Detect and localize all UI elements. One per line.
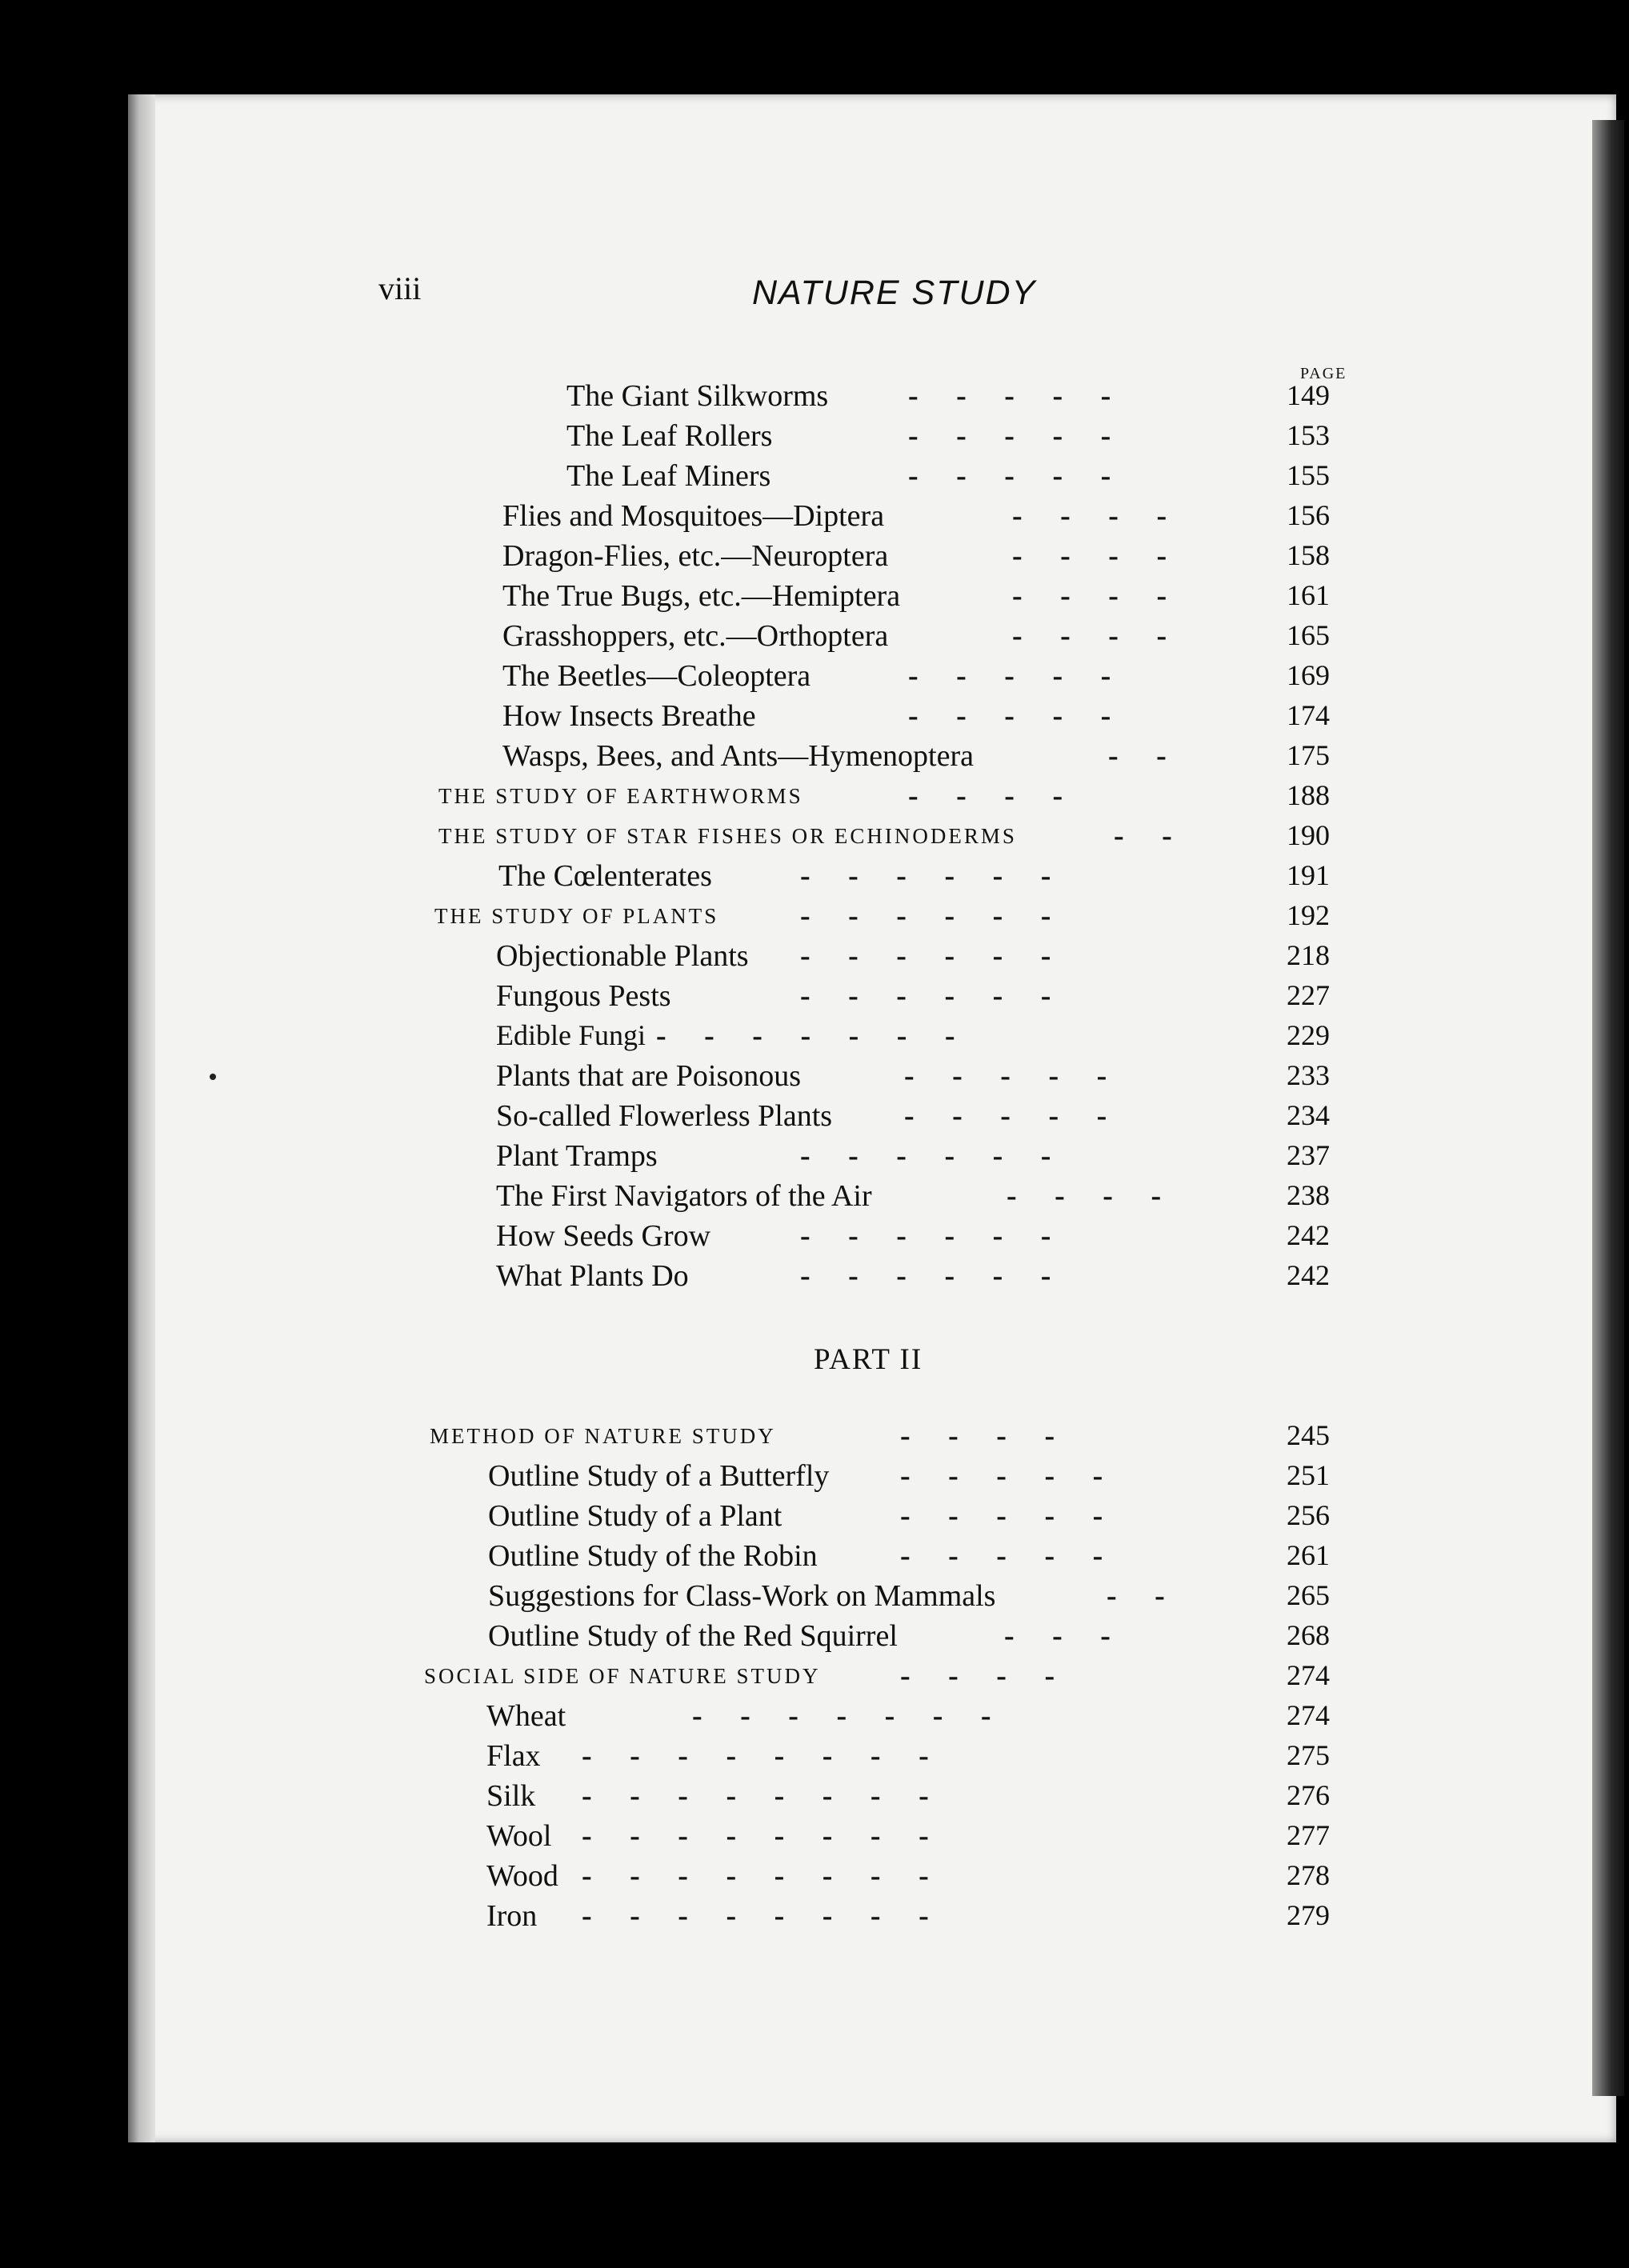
toc-entry-title: The True Bugs, etc.—Hemiptera bbox=[502, 579, 901, 613]
toc-entry-page-number: 238 bbox=[1287, 1179, 1330, 1211]
toc-entry-page-number: 245 bbox=[1287, 1419, 1330, 1451]
toc-entry-title: Flies and Mosquitoes—Diptera bbox=[502, 499, 885, 533]
toc-entry bbox=[0, 978, 1488, 1018]
toc-entry-page-number: 276 bbox=[1287, 1779, 1330, 1811]
toc-entry bbox=[0, 1458, 1488, 1498]
toc-entry bbox=[0, 1538, 1488, 1578]
toc-entry-page-number: 234 bbox=[1287, 1099, 1330, 1131]
toc-entry-leaders: - - - - - - bbox=[800, 979, 1051, 1013]
toc-entry-leaders: - - - - bbox=[908, 779, 1063, 813]
toc-entry bbox=[0, 738, 1488, 778]
toc-entry-title: What Plants Do bbox=[496, 1259, 689, 1293]
toc-entry-title: Plant Tramps bbox=[496, 1139, 658, 1173]
toc-entry-page-number: 174 bbox=[1287, 699, 1330, 731]
toc-entry-page-number: 158 bbox=[1287, 539, 1330, 571]
toc-entry bbox=[0, 498, 1488, 538]
toc-entry-page-number: 165 bbox=[1287, 619, 1330, 651]
toc-entry bbox=[0, 858, 1488, 898]
toc-entry-leaders: - - - - - bbox=[908, 459, 1111, 493]
toc-entry-title: The Leaf Miners bbox=[566, 459, 771, 493]
toc-entry bbox=[0, 1498, 1488, 1538]
toc-entry-title: Outline Study of the Red Squirrel bbox=[488, 1619, 898, 1653]
toc-entry-leaders: - - - - - - - - bbox=[582, 1899, 929, 1933]
toc-entry-title: Outline Study of a Plant bbox=[488, 1499, 782, 1533]
toc-entry bbox=[0, 1418, 1488, 1458]
toc-entry-title: The First Navigators of the Air bbox=[496, 1179, 872, 1213]
toc-entry-title: Iron bbox=[486, 1899, 538, 1933]
toc-entry-leaders: - - - - - bbox=[900, 1459, 1103, 1493]
toc-entry-leaders: - - - - - - - - bbox=[582, 1739, 929, 1773]
toc-entry bbox=[0, 458, 1488, 498]
toc-entry-title: How Seeds Grow bbox=[496, 1219, 711, 1253]
toc-entry-leaders: - - - - bbox=[900, 1659, 1055, 1693]
toc-entry bbox=[0, 1138, 1488, 1178]
toc-entry bbox=[0, 1658, 1488, 1698]
toc-entry-page-number: 229 bbox=[1287, 1019, 1330, 1051]
toc-entry-page-number: 218 bbox=[1287, 939, 1330, 971]
toc-entry-page-number: 155 bbox=[1287, 459, 1330, 491]
toc-entry bbox=[0, 1058, 1488, 1098]
toc-entry-title: Silk bbox=[486, 1779, 536, 1813]
toc-entry bbox=[0, 1898, 1488, 1938]
toc-entry-page-number: 277 bbox=[1287, 1819, 1330, 1851]
toc-entry-title: Outline Study of a Butterfly bbox=[488, 1459, 830, 1493]
toc-entry-page-number: 261 bbox=[1287, 1539, 1330, 1571]
toc-entry-leaders: - - - - - - - - bbox=[582, 1859, 929, 1893]
toc-entry-page-number: 256 bbox=[1287, 1499, 1330, 1531]
toc-entry-leaders: - - - - bbox=[1012, 539, 1167, 573]
toc-entry-leaders: - - - - - bbox=[904, 1059, 1107, 1093]
scan-speck bbox=[210, 1074, 216, 1080]
toc-entry-leaders: - - - - - bbox=[908, 659, 1111, 693]
toc-entry-leaders: - - - - - bbox=[904, 1099, 1107, 1133]
toc-entry-page-number: 169 bbox=[1287, 659, 1330, 691]
toc-entry-page-number: 274 bbox=[1287, 1699, 1330, 1731]
toc-entry-page-number: 251 bbox=[1287, 1459, 1330, 1491]
toc-entry bbox=[0, 1178, 1488, 1218]
toc-entry-page-number: 268 bbox=[1287, 1619, 1330, 1651]
toc-entry-page-number: 156 bbox=[1287, 499, 1330, 531]
toc-entry bbox=[0, 1578, 1488, 1618]
toc-entry bbox=[0, 1098, 1488, 1138]
toc-entry-title: How Insects Breathe bbox=[502, 699, 756, 733]
toc-entry bbox=[0, 1738, 1488, 1778]
toc-entry-title: Plants that are Poisonous bbox=[496, 1059, 802, 1093]
toc-entry-leaders: - - - - bbox=[1012, 499, 1167, 533]
page-column-label: PAGE bbox=[1300, 365, 1347, 382]
toc-entry bbox=[0, 898, 1488, 938]
toc-entry-page-number: 161 bbox=[1287, 579, 1330, 611]
toc-entry-title: Flax bbox=[486, 1739, 541, 1773]
toc-entry bbox=[0, 938, 1488, 978]
toc-entry-title: THE STUDY OF STAR FISHES OR ECHINODERMS bbox=[438, 824, 1017, 848]
toc-entry-leaders: - - - - - bbox=[908, 379, 1111, 413]
toc-entry-leaders: - - - - - - bbox=[800, 1219, 1051, 1253]
toc-entry-page-number: 188 bbox=[1287, 779, 1330, 811]
toc-entry-page-number: 275 bbox=[1287, 1739, 1330, 1771]
toc-entry-title: The Cœlenterates bbox=[498, 859, 712, 893]
toc-entry-leaders: - - - - - - bbox=[800, 939, 1051, 973]
toc-entry bbox=[0, 1818, 1488, 1858]
toc-entry-leaders: - - - - bbox=[1007, 1179, 1162, 1213]
toc-entry-page-number: 278 bbox=[1287, 1859, 1330, 1891]
toc-entry-page-number: 242 bbox=[1287, 1219, 1330, 1251]
toc-entry-title: The Giant Silkworms bbox=[566, 379, 829, 413]
toc-entry-leaders: - - - - - bbox=[900, 1539, 1103, 1573]
toc-entry bbox=[0, 1698, 1488, 1738]
toc-entry-leaders: - - - - - - - - bbox=[582, 1819, 929, 1853]
book-cover-edge bbox=[1592, 120, 1624, 2096]
page-number-roman: viii bbox=[378, 270, 422, 306]
toc-entry-title: Wood bbox=[486, 1859, 558, 1893]
toc-entry-leaders: - - - - - - - bbox=[656, 1019, 955, 1053]
toc-entry-page-number: 191 bbox=[1287, 859, 1330, 891]
toc-entry-leaders: - - bbox=[1108, 739, 1167, 773]
toc-entry-leaders: - - - - bbox=[1012, 579, 1167, 613]
toc-entry-title: Outline Study of the Robin bbox=[488, 1539, 818, 1573]
toc-entry-leaders: - - bbox=[1107, 1579, 1165, 1613]
toc-entry bbox=[0, 618, 1488, 658]
toc-entry-title: So-called Flowerless Plants bbox=[496, 1099, 833, 1133]
toc-entry bbox=[0, 818, 1488, 858]
toc-entry-title: Wheat bbox=[486, 1699, 566, 1733]
toc-entry-leaders: - - - - - - bbox=[800, 1259, 1051, 1293]
toc-entry-title: Suggestions for Class-Work on Mammals bbox=[488, 1579, 996, 1613]
toc-entry-leaders: - - - - - - bbox=[800, 899, 1051, 933]
toc-entry-title: Grasshoppers, etc.—Orthoptera bbox=[502, 619, 889, 653]
toc-entry bbox=[0, 1858, 1488, 1898]
toc-entry-leaders: - - bbox=[1114, 819, 1172, 853]
toc-entry bbox=[0, 698, 1488, 738]
toc-entry-title: The Leaf Rollers bbox=[566, 419, 773, 453]
toc-entry-title: The Beetles—Coleoptera bbox=[502, 659, 811, 693]
toc-entry-leaders: - - - - - bbox=[900, 1499, 1103, 1533]
toc-entry-title: Wool bbox=[486, 1819, 552, 1853]
toc-entry bbox=[0, 1778, 1488, 1818]
toc-entry-page-number: 265 bbox=[1287, 1579, 1330, 1611]
toc-entry bbox=[0, 1018, 1488, 1058]
toc-entry-page-number: 149 bbox=[1287, 379, 1330, 411]
toc-entry-leaders: - - - - - - bbox=[800, 1139, 1051, 1173]
toc-entry-leaders: - - - - - - - bbox=[692, 1699, 991, 1733]
toc-entry-leaders: - - - - bbox=[1012, 619, 1167, 653]
part-heading: PART II bbox=[814, 1343, 923, 1376]
toc-entry-leaders: - - - - - bbox=[908, 699, 1111, 733]
toc-entry-page-number: 237 bbox=[1287, 1139, 1330, 1171]
toc-entry-page-number: 242 bbox=[1287, 1259, 1330, 1291]
toc-entry bbox=[0, 578, 1488, 618]
toc-entry-title: Fungous Pests bbox=[496, 979, 671, 1013]
toc-entry bbox=[0, 1258, 1488, 1298]
toc-entry-page-number: 233 bbox=[1287, 1059, 1330, 1091]
toc-entry-page-number: 279 bbox=[1287, 1899, 1330, 1931]
toc-entry-title: THE STUDY OF PLANTS bbox=[434, 904, 719, 928]
toc-entry bbox=[0, 378, 1488, 418]
toc-entry-leaders: - - - bbox=[1004, 1619, 1111, 1653]
toc-entry-title: Dragon-Flies, etc.—Neuroptera bbox=[502, 539, 889, 573]
toc-entry bbox=[0, 538, 1488, 578]
toc-entry-title: SOCIAL SIDE OF NATURE STUDY bbox=[424, 1664, 821, 1688]
toc-entry-page-number: 175 bbox=[1287, 739, 1330, 771]
toc-entry-title: Wasps, Bees, and Ants—Hymenoptera bbox=[502, 739, 974, 773]
toc-entry-title: Edible Fungi bbox=[496, 1019, 646, 1051]
toc-entry-leaders: - - - - bbox=[900, 1419, 1055, 1453]
toc-entry-title: Objectionable Plants bbox=[496, 939, 749, 973]
toc-entry bbox=[0, 658, 1488, 698]
toc-entry-page-number: 274 bbox=[1287, 1659, 1330, 1691]
toc-entry-leaders: - - - - - - bbox=[800, 859, 1051, 893]
toc-entry bbox=[0, 418, 1488, 458]
toc-entry-page-number: 190 bbox=[1287, 819, 1330, 851]
toc-entry-title: THE STUDY OF EARTHWORMS bbox=[438, 784, 803, 808]
toc-entry-page-number: 192 bbox=[1287, 899, 1330, 931]
toc-entry bbox=[0, 1618, 1488, 1658]
running-title: NATURE STUDY bbox=[752, 274, 1037, 312]
toc-entry bbox=[0, 1218, 1488, 1258]
toc-entry-page-number: 227 bbox=[1287, 979, 1330, 1011]
toc-entry bbox=[0, 778, 1488, 818]
toc-entry-leaders: - - - - - bbox=[908, 419, 1111, 453]
toc-entry-page-number: 153 bbox=[1287, 419, 1330, 451]
toc-entry-leaders: - - - - - - - - bbox=[582, 1779, 929, 1813]
toc-entry-title: METHOD OF NATURE STUDY bbox=[430, 1424, 776, 1448]
